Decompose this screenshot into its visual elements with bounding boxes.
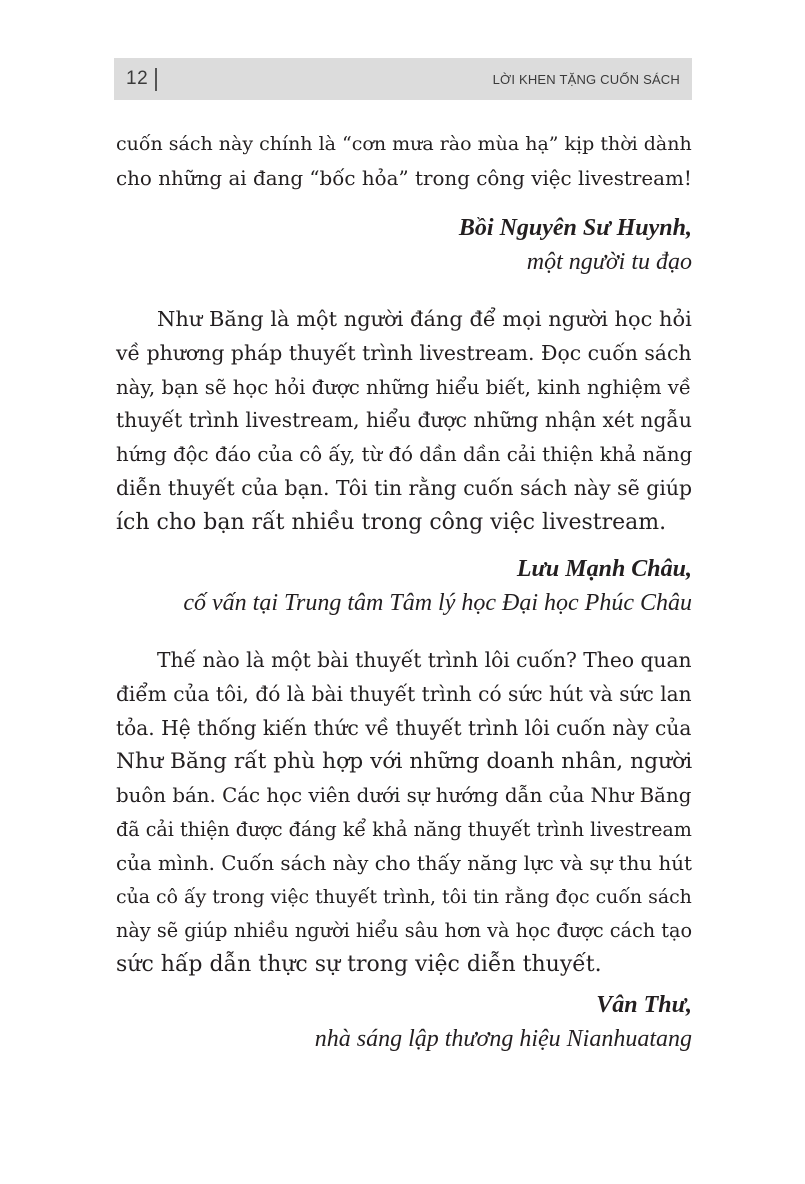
attribution-role: nhà sáng lập thương hiệu Nianhuatang bbox=[314, 1026, 692, 1052]
attribution-role: một người tu đạo bbox=[526, 249, 692, 275]
attribution-role: cố vấn tại Trung tâm Tâm lý học Đại học Phúc Châu bbox=[183, 590, 692, 616]
paragraph-line: đã cải thiện được đáng kể khả năng thuyết trình livestream bbox=[116, 817, 692, 841]
paragraph-line: cuốn sách này chính là “cơn mưa rào mùa hạ” kịp thời dành bbox=[116, 133, 692, 155]
paragraph-line: hứng độc đáo của cô ấy, từ đó dần dần cải thiện khả năng bbox=[116, 443, 693, 467]
paragraph-line: Như Băng là một người đáng để mọi người học hỏi bbox=[157, 307, 692, 331]
paragraph-line: cho những ai đang “bốc hỏa” trong công việc livestream! bbox=[116, 166, 692, 190]
running-title: LỜI KHEN TẶNG CUỐN SÁCH bbox=[492, 72, 680, 87]
paragraph-line: Thế nào là một bài thuyết trình lôi cuốn? Theo quan bbox=[157, 648, 692, 672]
paragraph-1 bbox=[116, 128, 692, 196]
paragraph-line: sức hấp dẫn thực sự trong việc diễn thuyết. bbox=[116, 952, 602, 978]
attribution-name: Bồi Nguyên Sư Huynh, bbox=[458, 215, 692, 241]
attribution-3 bbox=[315, 988, 692, 1056]
attribution-1 bbox=[459, 211, 692, 279]
paragraph-line: ích cho bạn rất nhiều trong công việc livestream. bbox=[116, 509, 667, 535]
paragraph-line: của cô ấy trong việc thuyết trình, tôi tin rằng đọc cuốn sách bbox=[116, 885, 692, 908]
paragraph-line: thuyết trình livestream, hiểu được những nhận xét ngẫu bbox=[116, 408, 692, 433]
page-number: 12 bbox=[126, 68, 149, 89]
paragraph-line: diễn thuyết của bạn. Tôi tin rằng cuốn sách này sẽ giúp bbox=[116, 475, 693, 500]
paragraph-2 bbox=[116, 303, 692, 540]
paragraph-line: Như Băng rất phù hợp với những doanh nhân, người bbox=[116, 749, 693, 775]
paragraph-line: điểm của tôi, đó là bài thuyết trình có sức hút và sức lan bbox=[116, 681, 692, 706]
paragraph-line: tỏa. Hệ thống kiến thức về thuyết trình lôi cuốn này của bbox=[116, 715, 692, 740]
header-divider bbox=[155, 68, 157, 91]
running-header bbox=[114, 58, 692, 100]
paragraph-line: này, bạn sẽ học hỏi được những hiểu biết, kinh nghiệm về bbox=[116, 375, 692, 399]
paragraph-3 bbox=[116, 644, 692, 982]
paragraph-line: này sẽ giúp nhiều người hiểu sâu hơn và học được cách tạo bbox=[116, 919, 693, 943]
attribution-name: Lưu Mạnh Châu, bbox=[516, 556, 692, 582]
attribution-name: Vân Thư, bbox=[596, 992, 692, 1018]
paragraph-line: về phương pháp thuyết trình livestream. Đọc cuốn sách bbox=[116, 340, 692, 365]
attribution-2 bbox=[183, 552, 692, 620]
paragraph-line: của mình. Cuốn sách này cho thấy năng lực và sự thu hút bbox=[116, 851, 692, 875]
paragraph-line: buôn bán. Các học viên dưới sự hướng dẫn của Như Băng bbox=[116, 784, 692, 808]
